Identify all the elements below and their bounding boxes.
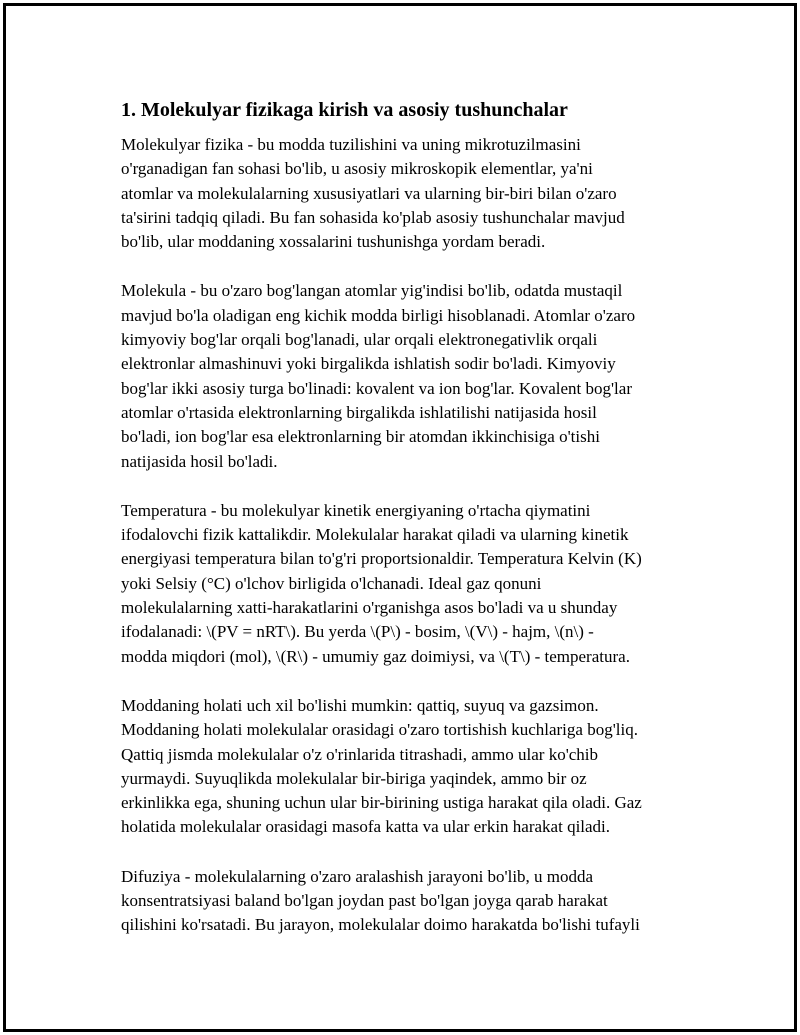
document-content bbox=[121, 98, 701, 963]
paragraph-difuziya bbox=[121, 865, 701, 938]
text-line: erkinlikka ega, shuning uchun ular bir-birining ustiga harakat qila oladi. Gaz bbox=[121, 793, 642, 813]
text-line: elektronlar almashinuvi yoki birgalikda ishlatish sodir bo'ladi. Kimyoviy bbox=[121, 354, 616, 374]
text-line: Difuziya - molekulalarning o'zaro aralashish jarayoni bo'lib, u modda bbox=[121, 866, 594, 886]
text-line: ta'sirini tadqiq qiladi. Bu fan sohasida ko'plab asosiy tushunchalar mavjud bbox=[121, 207, 625, 227]
text-line: ifodalanadi: \(PV = nRT\). Bu yerda \(P\) - bosim, \(V\) - hajm, \(n\) - bbox=[121, 622, 594, 642]
text-line: mavjud bo'la oladigan eng kichik modda birligi hisoblanadi. Atomlar o'zaro bbox=[121, 305, 636, 325]
text-line: bo'lib, ular moddaning xossalarini tushunishga yordam beradi. bbox=[121, 232, 546, 252]
text-line: Qattiq jismda molekulalar o'z o'rinlarida titrashadi, ammo ular ko'chib bbox=[121, 744, 599, 764]
text-line: atomlar o'rtasida elektronlarning birgalikda ishlatilishi natijasida hosil bbox=[121, 402, 597, 422]
text-line: konsentratsiyasi baland bo'lgan joydan past bo'lgan joyga qarab harakat bbox=[121, 891, 608, 911]
text-line: molekulalarning xatti-harakatlarini o'rganishga asos bo'ladi va u shunday bbox=[121, 598, 618, 618]
text-line: bog'lar ikki asosiy turga bo'linadi: kovalent va ion bog'lar. Kovalent bog'lar bbox=[121, 378, 632, 398]
text-line: bo'ladi, ion bog'lar esa elektronlarning bir atomdan ikkinchisiga o'tishi bbox=[121, 427, 600, 447]
text-line: ifodalovchi fizik kattalikdir. Molekulalar harakat qiladi va ularning kinetik bbox=[121, 525, 629, 545]
text-line: Moddaning holati molekulalar orasidagi o'zaro tortishish kuchlariga bog'liq. bbox=[121, 720, 638, 740]
text-line: holatida molekulalar orasidagi masofa katta va ular erkin harakat qiladi. bbox=[121, 817, 611, 837]
section-heading: 1. Molekulyar fizikaga kirish va asosiy tushunchalar bbox=[121, 99, 568, 121]
paragraph-molekula bbox=[121, 279, 701, 473]
paragraph-temperatura bbox=[121, 499, 701, 669]
document-page bbox=[3, 3, 797, 1032]
text-line: energiyasi temperatura bilan to'g'ri proportsionaldir. Temperatura Kelvin (K) bbox=[121, 549, 642, 569]
paragraph-moddaning-holati bbox=[121, 694, 701, 840]
text-line: yurmaydi. Suyuqlikda molekulalar bir-biriga yaqindek, ammo bir oz bbox=[121, 768, 587, 788]
paragraph-intro bbox=[121, 133, 701, 254]
text-line: Molekulyar fizika - bu modda tuzilishini va uning mikrotuzilmasini bbox=[121, 135, 581, 154]
text-line: o'rganadigan fan sohasi bo'lib, u asosiy mikroskopik elementlar, ya'ni bbox=[121, 159, 593, 179]
text-line: Temperatura - bu molekulyar kinetik energiyaning o'rtacha qiymatini bbox=[121, 500, 591, 520]
text-line: yoki Selsiy (°C) o'lchov birligida o'lchanadi. Ideal gaz qonuni bbox=[121, 573, 542, 593]
text-line: kimyoviy bog'lar orqali bog'lanadi, ular orqali elektronegativlik orqali bbox=[121, 330, 598, 350]
text-line: qilishini ko'rsatadi. Bu jarayon, molekulalar doimo harakatda bo'lishi tufayli bbox=[121, 915, 640, 935]
text-line: Moddaning holati uch xil bo'lishi mumkin: qattiq, suyuq va gazsimon. bbox=[121, 695, 599, 715]
text-line: modda miqdori (mol), \(R\) - umumiy gaz doimiysi, va \(T\) - temperatura. bbox=[121, 646, 630, 666]
text-line: natijasida hosil bo'ladi. bbox=[121, 451, 278, 471]
text-line: Molekula - bu o'zaro bog'langan atomlar yig'indisi bo'lib, odatda mustaqil bbox=[121, 281, 623, 301]
text-line: atomlar va molekulalarning xususiyatlari va ularning bir-biri bilan o'zaro bbox=[121, 183, 617, 203]
